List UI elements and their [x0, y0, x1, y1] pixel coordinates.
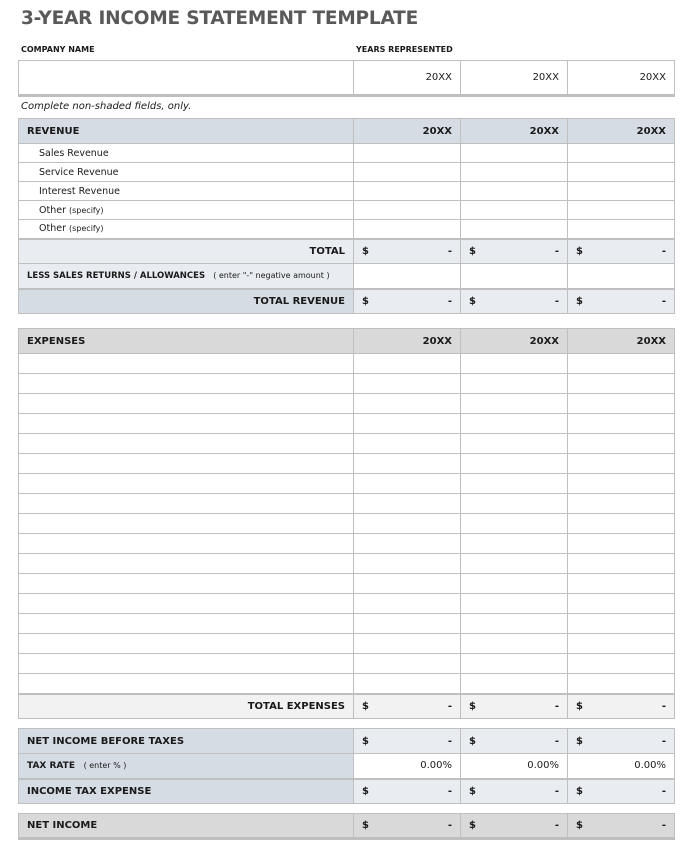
revenue-cell[interactable] — [354, 182, 461, 201]
revenue-cell[interactable] — [461, 201, 568, 220]
expense-row — [19, 674, 675, 694]
income-tax-value-1: $ - — [354, 779, 461, 804]
expense-value-cell[interactable] — [568, 594, 675, 614]
revenue-cell[interactable] — [354, 201, 461, 220]
item-text: Other — [39, 204, 66, 216]
expense-row — [19, 634, 675, 654]
expense-row — [19, 374, 675, 394]
total-revenue-value-2: $ - — [461, 289, 568, 314]
expense-row — [19, 414, 675, 434]
net-income-value-1: $ - — [354, 814, 461, 839]
revenue-item-label[interactable]: Sales Revenue — [19, 144, 354, 163]
revenue-year-1: 20XX — [354, 119, 461, 144]
expense-label-cell[interactable] — [19, 354, 354, 374]
net-before-taxes-value-2: $ - — [461, 729, 568, 754]
returns-input-3[interactable] — [568, 264, 675, 289]
expense-value-cell[interactable] — [461, 554, 568, 574]
total-expenses-value-3: $ - — [568, 694, 675, 719]
expense-value-cell[interactable] — [568, 454, 675, 474]
expense-row — [19, 494, 675, 514]
expense-label-cell[interactable] — [19, 574, 354, 594]
company-name-field[interactable] — [19, 61, 354, 96]
revenue-row-other-2 — [19, 220, 675, 239]
expense-value-cell[interactable] — [354, 534, 461, 554]
expense-value-cell[interactable] — [461, 674, 568, 694]
expense-value-cell[interactable] — [568, 674, 675, 694]
net-income-value-3: $ - — [568, 814, 675, 839]
revenue-cell[interactable] — [461, 182, 568, 201]
expense-value-cell[interactable] — [568, 514, 675, 534]
expense-row — [19, 354, 675, 374]
returns-input-1[interactable] — [354, 264, 461, 289]
revenue-header: REVENUE — [19, 119, 354, 144]
total-revenue-label: TOTAL REVENUE — [19, 289, 354, 314]
expense-value-cell[interactable] — [568, 374, 675, 394]
tax-rate-input-2[interactable]: 0.00% — [461, 754, 568, 779]
expense-value-cell[interactable] — [568, 654, 675, 674]
expense-value-cell[interactable] — [354, 374, 461, 394]
expense-value-cell[interactable] — [461, 474, 568, 494]
revenue-item-label[interactable]: Service Revenue — [19, 163, 354, 182]
tax-rate-row — [19, 754, 675, 779]
revenue-cell[interactable] — [568, 220, 675, 239]
expense-row — [19, 434, 675, 454]
expense-value-cell[interactable] — [461, 614, 568, 634]
expenses-year-2: 20XX — [461, 329, 568, 354]
company-name-label: COMPANY NAME — [21, 45, 95, 54]
expense-value-cell[interactable] — [354, 554, 461, 574]
expense-value-cell[interactable] — [568, 534, 675, 554]
total-value-1: $ - — [354, 239, 461, 264]
tax-rate-input-3[interactable]: 0.00% — [568, 754, 675, 779]
expense-label-cell[interactable] — [19, 474, 354, 494]
expense-value-cell[interactable] — [354, 354, 461, 374]
net-income-table — [18, 813, 675, 840]
total-expenses-value-1: $ - — [354, 694, 461, 719]
expense-value-cell[interactable] — [461, 394, 568, 414]
expenses-year-1: 20XX — [354, 329, 461, 354]
expense-value-cell[interactable] — [461, 434, 568, 454]
revenue-year-2: 20XX — [461, 119, 568, 144]
expense-value-cell[interactable] — [354, 574, 461, 594]
expense-value-cell[interactable] — [354, 474, 461, 494]
revenue-item-label[interactable] — [19, 201, 354, 220]
tax-rate-label: TAX RATE ( enter % ) — [19, 754, 354, 779]
year-field-2[interactable]: 20XX — [461, 61, 568, 96]
year-field-1[interactable]: 20XX — [354, 61, 461, 96]
revenue-row-other-1 — [19, 201, 675, 220]
total-revenue-value-1: $ - — [354, 289, 461, 314]
income-tax-label: INCOME TAX EXPENSE — [19, 779, 354, 804]
expense-label-cell[interactable] — [19, 654, 354, 674]
expense-value-cell[interactable] — [568, 394, 675, 414]
revenue-cell[interactable] — [461, 163, 568, 182]
income-tax-row — [19, 779, 675, 804]
expense-row — [19, 394, 675, 414]
expense-value-cell[interactable] — [354, 654, 461, 674]
expense-row — [19, 614, 675, 634]
expense-label-cell[interactable] — [19, 534, 354, 554]
expense-label-cell[interactable] — [19, 454, 354, 474]
total-expenses-value-2: $ - — [461, 694, 568, 719]
expense-value-cell[interactable] — [568, 554, 675, 574]
expense-label-cell[interactable] — [19, 594, 354, 614]
expense-label-cell[interactable] — [19, 414, 354, 434]
expense-row — [19, 574, 675, 594]
expense-row — [19, 534, 675, 554]
expense-label-cell[interactable] — [19, 514, 354, 534]
revenue-row-interest — [19, 182, 675, 201]
expense-value-cell[interactable] — [461, 654, 568, 674]
revenue-row-service — [19, 163, 675, 182]
revenue-cell[interactable] — [568, 163, 675, 182]
net-before-taxes-value-3: $ - — [568, 729, 675, 754]
item-note: (specify) — [69, 205, 104, 215]
net-income-row — [19, 814, 675, 839]
expense-value-cell[interactable] — [354, 514, 461, 534]
expense-label-cell[interactable] — [19, 374, 354, 394]
expense-value-cell[interactable] — [461, 594, 568, 614]
expense-row — [19, 654, 675, 674]
revenue-item-label[interactable]: Interest Revenue — [19, 182, 354, 201]
expense-value-cell[interactable] — [461, 354, 568, 374]
expense-row — [19, 514, 675, 534]
expense-value-cell[interactable] — [568, 474, 675, 494]
expense-label-cell[interactable] — [19, 394, 354, 414]
item-note: (specify) — [69, 224, 104, 234]
revenue-table — [18, 118, 675, 314]
total-revenue-row — [19, 289, 675, 314]
expense-value-cell[interactable] — [568, 574, 675, 594]
revenue-cell[interactable] — [568, 144, 675, 163]
expense-label-cell[interactable] — [19, 554, 354, 574]
expense-value-cell[interactable] — [568, 634, 675, 654]
revenue-total-row — [19, 239, 675, 264]
revenue-cell[interactable] — [568, 182, 675, 201]
expense-value-cell[interactable] — [354, 454, 461, 474]
expense-value-cell[interactable] — [568, 414, 675, 434]
expense-value-cell[interactable] — [354, 614, 461, 634]
expense-value-cell[interactable] — [354, 674, 461, 694]
returns-input-2[interactable] — [461, 264, 568, 289]
revenue-cell[interactable] — [354, 144, 461, 163]
revenue-cell[interactable] — [568, 201, 675, 220]
expense-label-cell[interactable] — [19, 634, 354, 654]
expense-value-cell[interactable] — [461, 634, 568, 654]
expense-value-cell[interactable] — [354, 594, 461, 614]
item-text: Other — [39, 223, 66, 235]
total-value-2: $ - — [461, 239, 568, 264]
revenue-cell[interactable] — [461, 220, 568, 239]
expense-label-cell[interactable] — [19, 614, 354, 634]
expense-value-cell[interactable] — [568, 434, 675, 454]
expense-row — [19, 554, 675, 574]
returns-row — [19, 264, 675, 289]
net-before-taxes-row — [19, 729, 675, 754]
year-field-3[interactable]: 20XX — [568, 61, 675, 96]
revenue-row-sales — [19, 144, 675, 163]
expense-value-cell[interactable] — [461, 574, 568, 594]
net-before-taxes-label: NET INCOME BEFORE TAXES — [19, 729, 354, 754]
income-tax-value-2: $ - — [461, 779, 568, 804]
expense-value-cell[interactable] — [354, 414, 461, 434]
expense-value-cell[interactable] — [461, 454, 568, 474]
expense-label-cell[interactable] — [19, 494, 354, 514]
expense-value-cell[interactable] — [461, 514, 568, 534]
revenue-year-3: 20XX — [568, 119, 675, 144]
expense-value-cell[interactable] — [461, 494, 568, 514]
revenue-cell[interactable] — [354, 163, 461, 182]
expense-label-cell[interactable] — [19, 674, 354, 694]
total-expenses-label: TOTAL EXPENSES — [19, 694, 354, 719]
expense-value-cell[interactable] — [568, 614, 675, 634]
expense-label-cell[interactable] — [19, 434, 354, 454]
expense-value-cell[interactable] — [354, 434, 461, 454]
expense-value-cell[interactable] — [461, 534, 568, 554]
total-value-3: $ - — [568, 239, 675, 264]
expense-row — [19, 474, 675, 494]
expense-value-cell[interactable] — [568, 494, 675, 514]
expense-value-cell[interactable] — [461, 414, 568, 434]
instruction-note: Complete non-shaded fields, only. — [21, 101, 192, 112]
net-before-taxes-value-1: $ - — [354, 729, 461, 754]
revenue-cell[interactable] — [461, 144, 568, 163]
net-income-value-2: $ - — [461, 814, 568, 839]
revenue-cell[interactable] — [354, 220, 461, 239]
tax-summary-table — [18, 728, 675, 804]
years-represented-label: YEARS REPRESENTED — [356, 45, 453, 54]
company-years-table — [18, 60, 675, 97]
income-tax-value-3: $ - — [568, 779, 675, 804]
net-income-label: NET INCOME — [19, 814, 354, 839]
total-revenue-value-3: $ - — [568, 289, 675, 314]
expenses-year-3: 20XX — [568, 329, 675, 354]
expense-value-cell[interactable] — [354, 634, 461, 654]
tax-rate-input-1[interactable]: 0.00% — [354, 754, 461, 779]
page-title: 3-YEAR INCOME STATEMENT TEMPLATE — [21, 8, 419, 29]
expense-row — [19, 594, 675, 614]
revenue-item-label[interactable] — [19, 220, 354, 239]
total-label: TOTAL — [19, 239, 354, 264]
expense-value-cell[interactable] — [568, 354, 675, 374]
expense-value-cell[interactable] — [354, 394, 461, 414]
expenses-table — [18, 328, 675, 719]
expense-value-cell[interactable] — [461, 374, 568, 394]
expense-value-cell[interactable] — [354, 494, 461, 514]
returns-label: LESS SALES RETURNS / ALLOWANCES ( enter "-" negative amount ) — [19, 264, 354, 289]
total-expenses-row — [19, 694, 675, 719]
expenses-header: EXPENSES — [19, 329, 354, 354]
expense-row — [19, 454, 675, 474]
